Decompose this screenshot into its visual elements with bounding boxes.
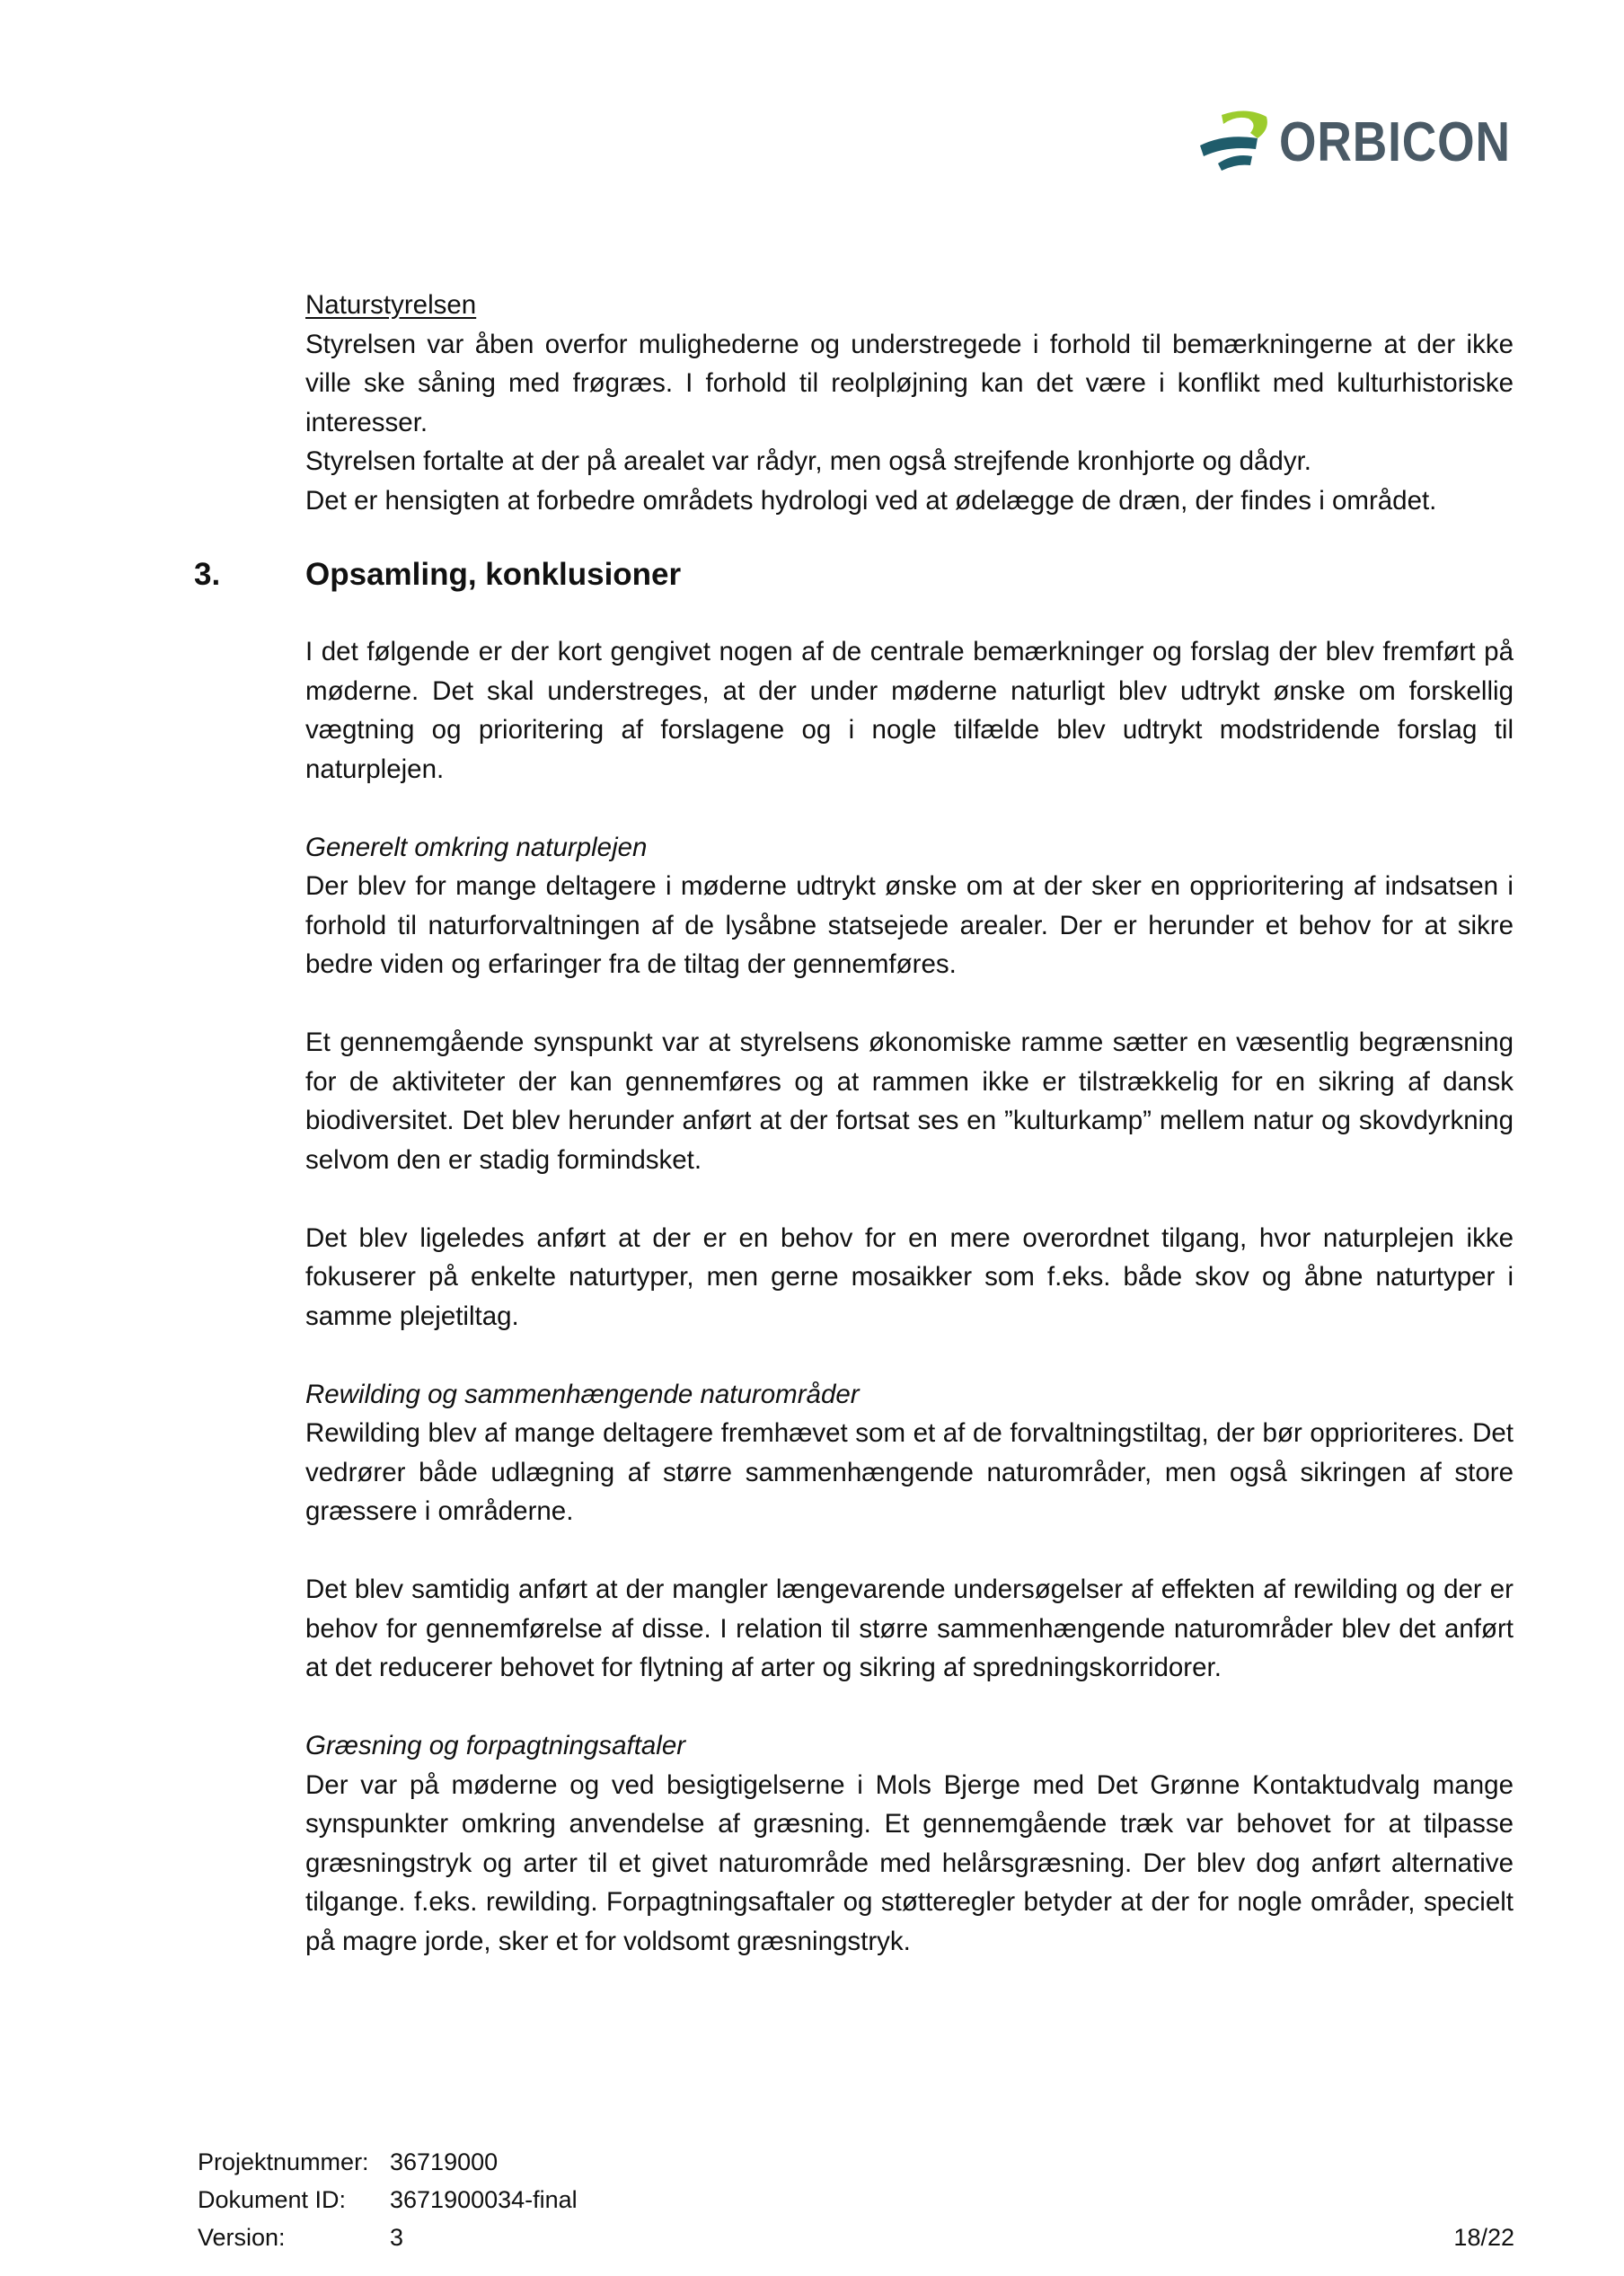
project-number-label: Projektnummer: <box>198 2148 369 2175</box>
intro-paragraph: Det er hensigten at forbedre områdets hydrologi ved at ødelægge de dræn, der findes i området. <box>305 485 1437 516</box>
subsection-title: Generelt omkring naturplejen <box>305 832 648 862</box>
logo-wordmark: ORBICON <box>1279 111 1511 173</box>
page-number: 18/22 <box>1453 2224 1514 2251</box>
project-number-value: 36719000 <box>390 2148 499 2175</box>
section-body <box>305 632 1514 1961</box>
document-id-label: Dokument ID: <box>198 2186 347 2213</box>
body-paragraph: Rewilding blev af mange deltagere fremhævet som et af de forvaltningstiltag, der bør opprioriteres. Det vedrører både udlægning af større sammenhængende naturområder, men også sikringen af store græssere i områderne. <box>305 1418 1514 1526</box>
section-number: 3. <box>194 557 221 592</box>
orbicon-logo-icon <box>1195 106 1272 180</box>
subsection-title: Græsning og forpagtningsaftaler <box>305 1731 686 1760</box>
document-footer <box>198 2143 578 2256</box>
body-paragraph: Der blev for mange deltagere i møderne udtrykt ønske om at der sker en opprioritering af indsatsen i forhold til naturforvaltningen af de lysåbne statsejede arealer. Der er herunder et behov for at sikre bedre viden og erfaringer fra de tiltag der gennemføres. <box>305 871 1514 979</box>
document-id-value: 3671900034-final <box>390 2186 578 2213</box>
section-intro-paragraph: I det følgende er der kort gengivet nogen af de centrale bemærkninger og forslag der blev fremført på møderne. Det skal understreges, at der under møderne naturligt blev udtrykt ønske om forskellig vægtning og prioritering af forslagene og i nogle tilfælde blev udtrykt modstridende forslag til naturplejen. <box>305 637 1514 784</box>
intro-block <box>305 286 1514 520</box>
section-heading <box>194 550 681 600</box>
body-paragraph: Der var på møderne og ved besigtigelserne i Mols Bjerge med Det Grønne Kontaktudvalg mange synspunkter omkring anvendelse af græsning. Et gennemgående træk var behovet for at tilpasse græsningstryk og arter til et givet naturområde med helårsgræsning. Der blev dog anført alternative tilgange. f.eks. rewilding. Forpagtningsaftaler og støtteregler betyder at der for nogle områder, specielt på magre jorde, sker et for voldsomt græsningstryk. <box>305 1769 1514 1956</box>
body-paragraph: Det blev samtidig anført at der mangler længevarende undersøgelser af effekten af rewilding og der er behov for gennemførelse af disse. I relation til større sammenhængende naturområder blev det anført at det reducerer behovet for flytning af arter og sikring af spredningskorridorer. <box>305 1575 1514 1682</box>
version-value: 3 <box>390 2224 404 2251</box>
orbicon-logo <box>1195 106 1549 180</box>
naturstyrelsen-heading: Naturstyrelsen <box>305 290 477 320</box>
section-title: Opsamling, konklusioner <box>305 557 682 592</box>
version-label: Version: <box>198 2224 286 2251</box>
body-paragraph: Et gennemgående synspunkt var at styrelsens økonomiske ramme sætter en væsentlig begrænsning for de aktiviteter der kan gennemføres og at rammen ikke er tilstrækkelig for en sikring af dansk biodiversitet. Det blev herunder anført at der fortsat ses en ”kulturkamp” mellem natur og skovdyrkning selvom den er stadig formindsket. <box>305 1028 1514 1175</box>
body-paragraph: Det blev ligeledes anført at der er en behov for en mere overordnet tilgang, hvor naturplejen ikke fokuserer på enkelte naturtyper, men gerne mosaikker som f.eks. både skov og åbne naturtyper i samme plejetiltag. <box>305 1222 1514 1331</box>
intro-paragraph: Styrelsen fortalte at der på arealet var rådyr, men også strejfende kronhjorte og dådyr. <box>305 446 1311 476</box>
subsection-title: Rewilding og sammenhængende naturområder <box>305 1379 860 1409</box>
intro-paragraph: Styrelsen var åben overfor mulighederne og understregede i forhold til bemærkningerne at der ikke ville ske såning med frøgræs. I forhold til reolpløjning kan det være i konflikt med kulturhistoriske interesser. <box>305 329 1514 437</box>
